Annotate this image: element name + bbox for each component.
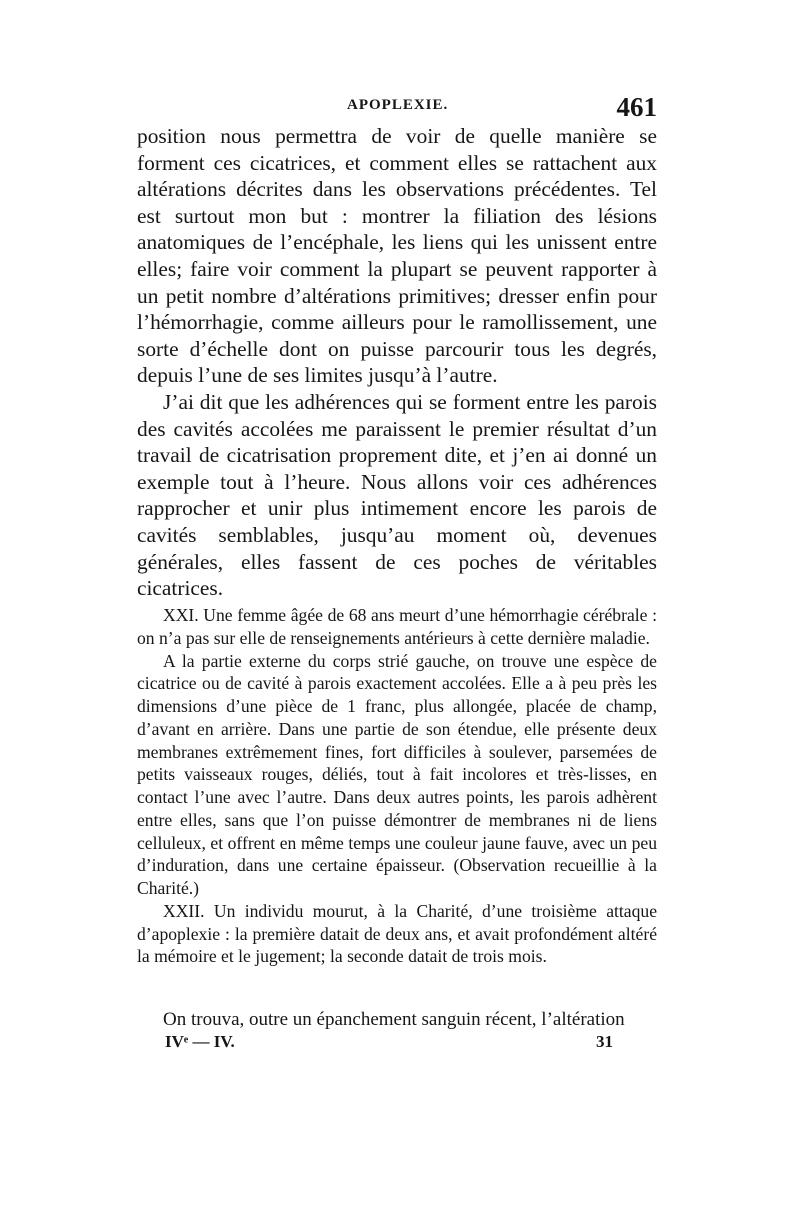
paragraph: J’ai dit que les adhérences qui se forment entre les parois des cavités accolées me paraissent le premier résultat d’un travail de cicatrisation proprement dite, et j’en ai donné un exemple tout à l’heure. Nous allons voir ces adhérences rapprocher et unir plus intimement encore les parois de cavités semblables, jusqu’au moment où, devenues générales, elles fassent de ces poches de véritables cicatrices. <box>137 389 657 601</box>
observations <box>137 604 657 968</box>
observation-xxi: XXI. Une femme âgée de 68 ans meurt d’une hémorrhagie cérébrale : on n’a pas sur elle de renseignements antérieurs à cette dernière maladie. <box>137 605 657 648</box>
main-text <box>137 123 657 602</box>
observation-xxii: XXII. Un individu mourut, à la Charité, d’une troisième attaque d’apoplexie : la première datait de deux ans, et avait profondément altéré la mémoire et le jugement; la seconde datait de trois mois. <box>137 900 657 967</box>
running-title: APOPLEXIE. <box>347 97 449 113</box>
continuation-line: On trouva, outre un épanchement sanguin récent, l’altération <box>163 1009 625 1030</box>
observation-xxi-description: A la partie externe du corps strié gauche, on trouve une espèce de cicatrice ou de cavité à parois exactement accolées. Elle a à peu près les dimensions d’une pièce de 1 franc, plus allongée, placée de champ, d’avant en arrière. Dans une partie de son étendue, elle présente deux membranes extrêmement fines, fort difficiles à soulever, parsemées de petits vaisseaux rouges, déliés, tout à fait incolores et très-lisses, en contact l’une avec l’autre. Dans deux autres points, les parois adhèrent entre elles, sans que l’on puisse démontrer de membranes ni de liens celluleux, et offrent en même temps une couleur jaune fauve, avec un peu d’induration, dans une certaine épaisseur. (Observation recueillie à la Charité.) <box>137 650 657 898</box>
paragraph: position nous permettra de voir de quelle manière se forment ces cicatrices, et comment elles se rattachent aux altérations décrites dans les observations précédentes. Tel est surtout mon but : montrer la filiation des lésions anatomiques de l’encéphale, les liens qui les unissent entre elles; faire voir comment la plupart se peuvent rapporter à un petit nombre d’altérations primitives; dresser enfin pour l’hémorrhagie, comme ailleurs pour le ramollissement, une sorte d’échelle dont on puisse parcourir tous les degrés, depuis l’une de ses limites jusqu’à l’autre. <box>137 124 657 388</box>
sheet-number: 31 <box>596 1032 613 1051</box>
page-header <box>137 92 657 124</box>
volume-mark: IVᵉ — IV. <box>165 1032 235 1051</box>
printer-signature <box>137 1032 657 1058</box>
page-number: 461 <box>616 92 657 122</box>
